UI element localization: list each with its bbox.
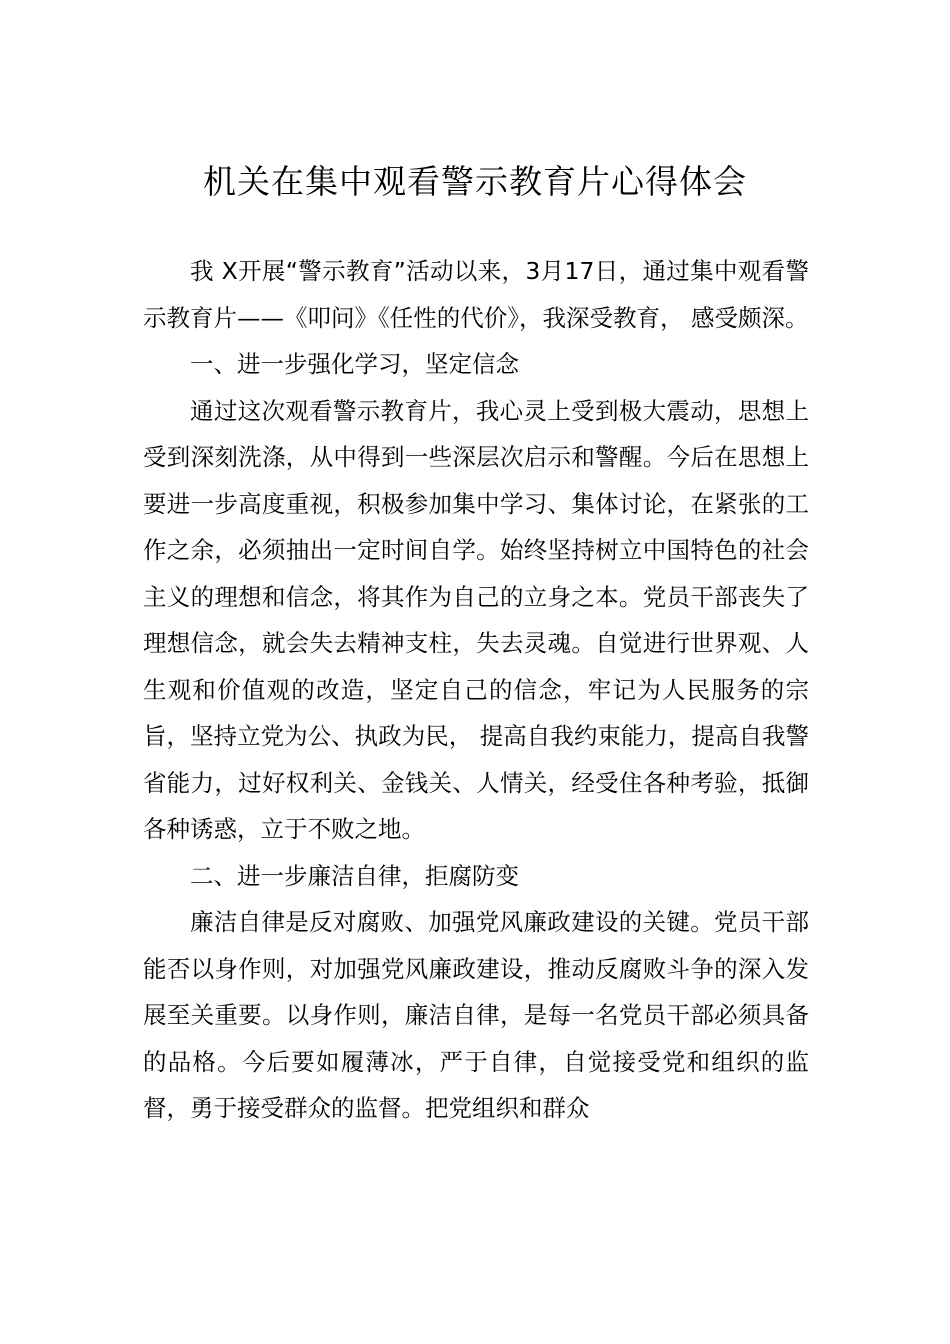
section-2-paragraph: 廉洁自律是反对腐败、加强党风廉政建设的关键。党员干部能否以身作则，对加强党风廉政建设，推动反腐败斗争的深入发展至关重要。以身作则，廉洁自律，是每一名党员干部必须具备的品格。今后要如履薄冰，严于自律，自觉接受党和组织的监督，勇于接受群众的监督。把党组织和群众 — [143, 908, 809, 1122]
intro-paragraph: 我 X开展“警示教育”活动以来，3月17日，通过集中观看警示教育片——《叩问》《任性的代价》，我深受教育， 感受颇深。 — [143, 257, 809, 332]
section-2-heading: 二、进一步廉洁自律，拒腐防变 — [190, 861, 519, 890]
document-title: 机关在集中观看警示教育片心得体会 — [203, 162, 747, 201]
document-body — [143, 248, 809, 1132]
section-1-heading: 一、进一步强化学习，坚定信念 — [190, 350, 519, 378]
section-1-paragraph: 通过这次观看警示教育片，我心灵上受到极大震动，思想上受到深刻洗涤，从中得到一些深层次启示和警醒。今后在思想上要进一步高度重视，积极参加集中学习、集体讨论，在紧张的工作之余，必须抽出一定时间自学。始终坚持树立中国特色的社会主义的理想和信念，将其作为自己的立身之本。党员干部丧失了理想信念，就会失去精神支柱，失去灵魂。自觉进行世界观、人生观和价值观的改造，坚定自己的信念，牢记为人民服务的宗旨，坚持立党为公、执政为民， 提高自我约束能力，提高自我警省能力，过好权利关、金钱关、人情关，经受住各种考验，抵御各种诱惑，立于不败之地。 — [143, 396, 809, 843]
